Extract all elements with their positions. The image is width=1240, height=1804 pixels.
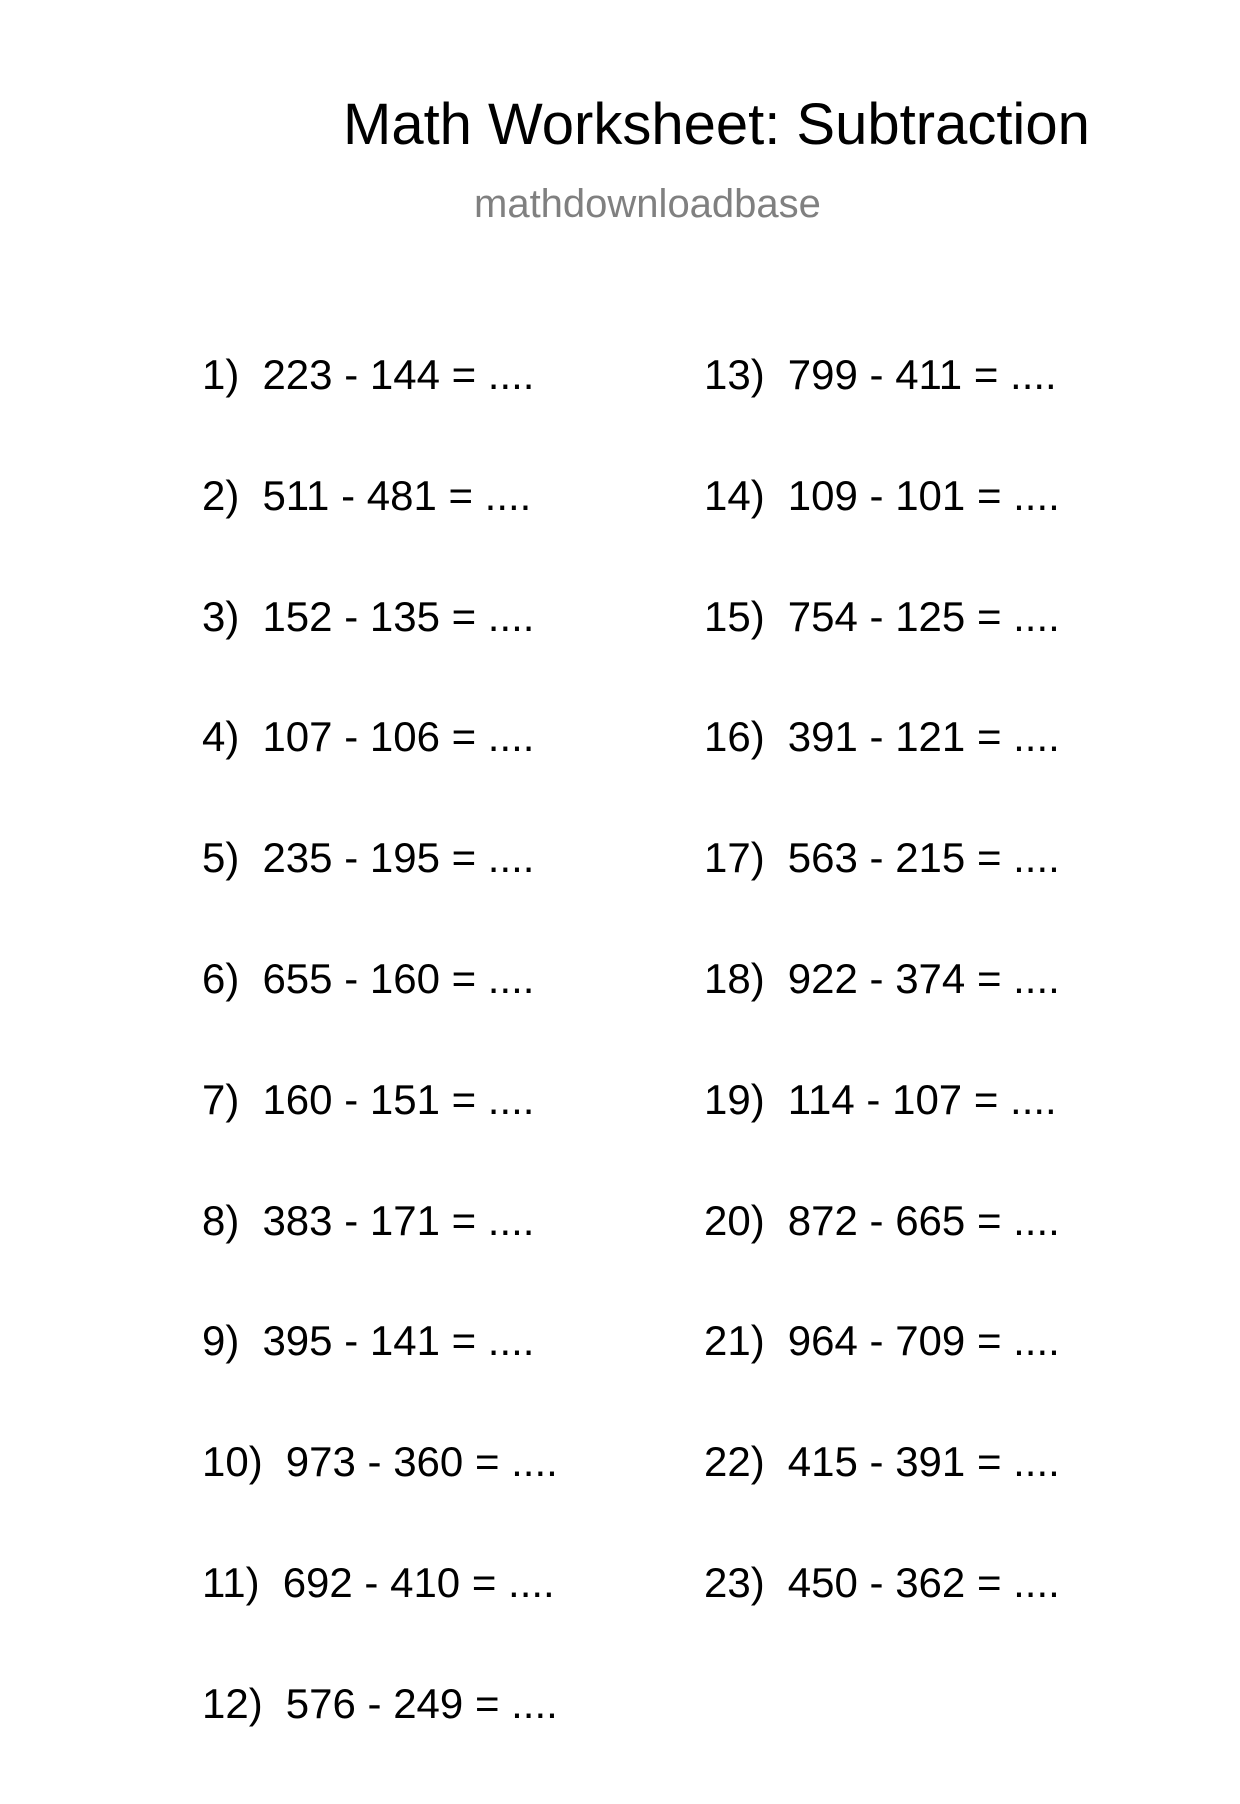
problem-item — [202, 834, 662, 958]
problem-item — [704, 1317, 1164, 1441]
problem-expression: 964 - 709 = .... — [787, 1317, 1060, 1365]
problem-expression: 754 - 125 = .... — [787, 592, 1060, 640]
problem-expression: 160 - 151 = .... — [262, 1075, 535, 1123]
problem-item — [202, 1679, 662, 1804]
problem-expression: 692 - 410 = .... — [282, 1558, 555, 1606]
problem-expression: 511 - 481 = .... — [262, 471, 532, 519]
problem-item — [202, 1438, 662, 1562]
problem-expression: 576 - 249 = .... — [285, 1679, 558, 1727]
problem-expression: 799 - 411 = .... — [787, 351, 1057, 398]
problem-expression: 107 - 106 = .... — [262, 713, 535, 761]
problem-number: 1) — [202, 351, 240, 398]
problem-number: 5) — [202, 834, 240, 882]
problem-number: 19) — [704, 1075, 765, 1123]
problem-item — [202, 471, 662, 596]
problem-number: 21) — [704, 1317, 765, 1365]
problem-expression: 415 - 391 = .... — [787, 1438, 1060, 1486]
problem-number: 3) — [202, 592, 240, 640]
problem-item — [202, 954, 662, 1079]
problem-number: 12) — [202, 1679, 263, 1727]
problem-item — [202, 1196, 662, 1321]
problem-item — [704, 1075, 1164, 1200]
problem-item — [202, 1558, 662, 1683]
problem-expression: 973 - 360 = .... — [285, 1438, 558, 1486]
problems-column-right — [704, 351, 1164, 1683]
problem-number: 4) — [202, 713, 240, 761]
problem-number: 22) — [704, 1438, 765, 1486]
problem-number: 11) — [202, 1558, 260, 1606]
problem-expression: 395 - 141 = .... — [262, 1317, 535, 1365]
problem-expression: 922 - 374 = .... — [787, 954, 1060, 1002]
problems-column-left — [202, 351, 662, 1804]
problem-item — [704, 471, 1164, 596]
problem-expression: 109 - 101 = .... — [787, 471, 1060, 519]
problem-number: 15) — [704, 592, 765, 640]
problem-item — [202, 351, 662, 475]
problem-number: 7) — [202, 1075, 240, 1123]
problem-expression: 114 - 107 = .... — [787, 1075, 1057, 1123]
problem-item — [704, 1196, 1164, 1321]
worksheet-subtitle: mathdownloadbase — [474, 182, 821, 226]
problem-number: 6) — [202, 954, 240, 1002]
problem-number: 17) — [704, 834, 765, 882]
problem-number: 13) — [704, 351, 765, 398]
problem-expression: 391 - 121 = .... — [787, 713, 1060, 761]
problem-number: 20) — [704, 1196, 765, 1244]
problem-number: 18) — [704, 954, 765, 1002]
problem-item — [202, 1317, 662, 1441]
problem-number: 8) — [202, 1196, 240, 1244]
problem-number: 2) — [202, 471, 240, 519]
problem-item — [202, 1075, 662, 1200]
problem-expression: 223 - 144 = .... — [262, 351, 535, 398]
problem-number: 23) — [704, 1558, 765, 1606]
problem-number: 14) — [704, 471, 765, 519]
problem-expression: 655 - 160 = .... — [262, 954, 535, 1002]
problem-item — [202, 592, 662, 717]
problem-expression: 450 - 362 = .... — [787, 1558, 1060, 1606]
problem-item — [704, 351, 1164, 475]
problem-expression: 872 - 665 = .... — [787, 1196, 1060, 1244]
problem-expression: 235 - 195 = .... — [262, 834, 535, 882]
problem-expression: 383 - 171 = .... — [262, 1196, 535, 1244]
problem-item — [704, 592, 1164, 717]
problem-item — [704, 1558, 1164, 1683]
problem-number: 9) — [202, 1317, 240, 1365]
problem-item — [202, 713, 662, 837]
problem-expression: 563 - 215 = .... — [787, 834, 1060, 882]
problem-item — [704, 713, 1164, 837]
problem-expression: 152 - 135 = .... — [262, 592, 535, 640]
worksheet-title: Math Worksheet: Subtraction — [343, 92, 1090, 157]
problem-number: 10) — [202, 1438, 263, 1486]
problem-item — [704, 834, 1164, 958]
problem-number: 16) — [704, 713, 765, 761]
problem-item — [704, 954, 1164, 1079]
problem-item — [704, 1438, 1164, 1562]
